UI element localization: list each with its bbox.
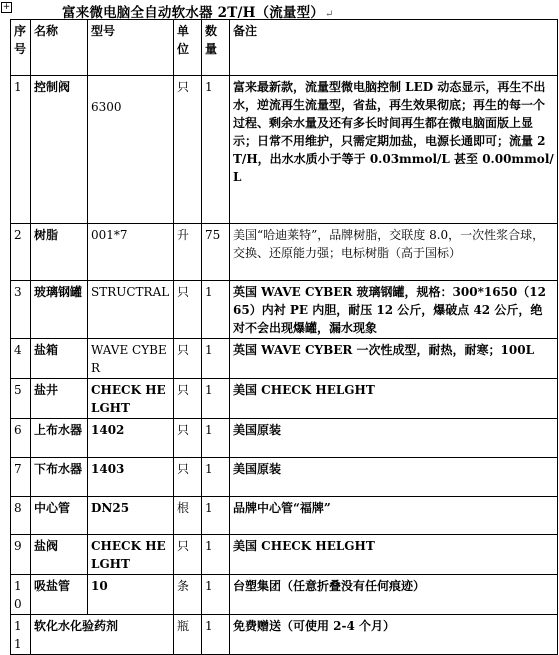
cell-name: 软化水化验药剂 xyxy=(31,615,174,655)
cell-qty: 1 xyxy=(202,575,230,615)
cell-name: 上布水器 xyxy=(31,419,88,458)
cell-note: 英国 WAVE CYBER 一次性成型，耐热，耐寒；100L xyxy=(230,339,558,379)
cell-note: 美国原装 xyxy=(230,419,558,458)
cell-unit: 根 xyxy=(174,497,202,535)
table-row xyxy=(11,281,558,339)
product-spec-table xyxy=(10,19,558,655)
cell-unit: 只 xyxy=(174,379,202,419)
cell-model: DN25 xyxy=(88,497,174,535)
cell-qty: 75 xyxy=(202,224,230,281)
cell-name: 盐阀 xyxy=(31,535,88,575)
cell-name: 玻璃钢罐 xyxy=(31,281,88,339)
cell-model: 1402 xyxy=(88,419,174,458)
cell-name: 树脂 xyxy=(31,224,88,281)
cell-model: CHECK HELGHT xyxy=(88,535,174,575)
cell-name: 下布水器 xyxy=(31,458,88,497)
cell-model: 001*7 xyxy=(88,224,174,281)
cell-qty: 1 xyxy=(202,76,230,224)
cell-qty: 1 xyxy=(202,339,230,379)
table-move-handle-icon[interactable]: + xyxy=(2,2,11,12)
table-row xyxy=(11,419,558,458)
cell-qty: 1 xyxy=(202,281,230,339)
table-row xyxy=(11,575,558,615)
cell-note: 美国 CHECK HELGHT xyxy=(230,535,558,575)
header-note: 备注 xyxy=(230,20,558,76)
header-name: 名称 xyxy=(31,20,88,76)
cell-no: 3 xyxy=(11,281,31,339)
cell-model: 1403 xyxy=(88,458,174,497)
cell-note: 富来最新款，流量型微电脑控制 LED 动态显示，再生不出水，逆流再生流量型，省盐，再生效果彻底；再生的每一个过程、剩余水量及还有多长时间再生都在微电脑面版上显示；日常不用维护，只需定期加盐，电源长通即可；流量 2T/H，出水水质小于等于 0.03mmol/L 甚至 0.00mmol/L xyxy=(230,76,558,224)
cell-no: 10 xyxy=(11,575,31,615)
cell-no: 7 xyxy=(11,458,31,497)
header-no: 序号 xyxy=(11,20,31,76)
cell-no: 11 xyxy=(11,615,31,655)
cell-unit: 只 xyxy=(174,281,202,339)
cell-unit: 只 xyxy=(174,419,202,458)
cell-name: 盐井 xyxy=(31,379,88,419)
cell-no: 8 xyxy=(11,497,31,535)
document-title xyxy=(62,1,334,21)
cell-note: 品牌中心管“福牌” xyxy=(230,497,558,535)
cell-name: 盐箱 xyxy=(31,339,88,379)
cell-model-text: 6300 xyxy=(91,100,122,114)
cell-note: 台塑集团（任意折叠没有任何痕迹） xyxy=(230,575,558,615)
cell-qty: 1 xyxy=(202,497,230,535)
cell-unit: 只 xyxy=(174,535,202,575)
cell-model xyxy=(88,76,174,224)
cell-no: 9 xyxy=(11,535,31,575)
cell-no: 5 xyxy=(11,379,31,419)
table-row xyxy=(11,535,558,575)
cell-unit: 条 xyxy=(174,575,202,615)
header-unit: 单位 xyxy=(174,20,202,76)
cell-unit: 升 xyxy=(174,224,202,281)
cell-no: 4 xyxy=(11,339,31,379)
cell-note: 美国“哈迪莱特”，品牌树脂，交联度 8.0，一次性浆合球，交换、还原能力强；电标树脂（高于国标） xyxy=(230,224,558,281)
cell-unit: 只 xyxy=(174,339,202,379)
table-row xyxy=(11,458,558,497)
cell-model: 10 xyxy=(88,575,174,615)
cell-qty: 1 xyxy=(202,419,230,458)
paragraph-mark-icon: ↵ xyxy=(325,9,334,20)
header-model: 型号 xyxy=(88,20,174,76)
cell-unit: 瓶 xyxy=(174,615,202,655)
cell-name: 控制阀 xyxy=(31,76,88,224)
cell-qty: 1 xyxy=(202,458,230,497)
table-row xyxy=(11,224,558,281)
table-row xyxy=(11,76,558,224)
cell-note: 美国原装 xyxy=(230,458,558,497)
cell-model: CHECK HELGHT xyxy=(88,379,174,419)
table-row xyxy=(11,379,558,419)
cell-qty: 1 xyxy=(202,379,230,419)
cell-unit: 只 xyxy=(174,458,202,497)
cell-name: 中心管 xyxy=(31,497,88,535)
cell-note: 免费赠送（可使用 2-4 个月） xyxy=(230,615,558,655)
cell-model: WAVE CYBER xyxy=(88,339,174,379)
cell-model: STRUCTRAL xyxy=(88,281,174,339)
cell-note: 美国 CHECK HELGHT xyxy=(230,379,558,419)
cell-qty: 1 xyxy=(202,535,230,575)
cell-no: 2 xyxy=(11,224,31,281)
table-row xyxy=(11,339,558,379)
cell-no: 1 xyxy=(11,76,31,224)
header-qty: 数量 xyxy=(202,20,230,76)
table-header-row xyxy=(11,20,558,76)
cell-note: 英国 WAVE CYBER 玻璃钢罐，规格：300*1650（1265）内衬 PE 内胆，耐压 12 公斤，爆破点 42 公斤，绝对不会出现爆罐，漏水现象 xyxy=(230,281,558,339)
title-text: 富来微电脑全自动软水器 2T/H（流量型） xyxy=(62,5,325,21)
table-row xyxy=(11,497,558,535)
cell-unit: 只 xyxy=(174,76,202,224)
cell-no: 6 xyxy=(11,419,31,458)
cell-name: 吸盐管 xyxy=(31,575,88,615)
cell-qty: 1 xyxy=(202,615,230,655)
table-row xyxy=(11,615,558,655)
